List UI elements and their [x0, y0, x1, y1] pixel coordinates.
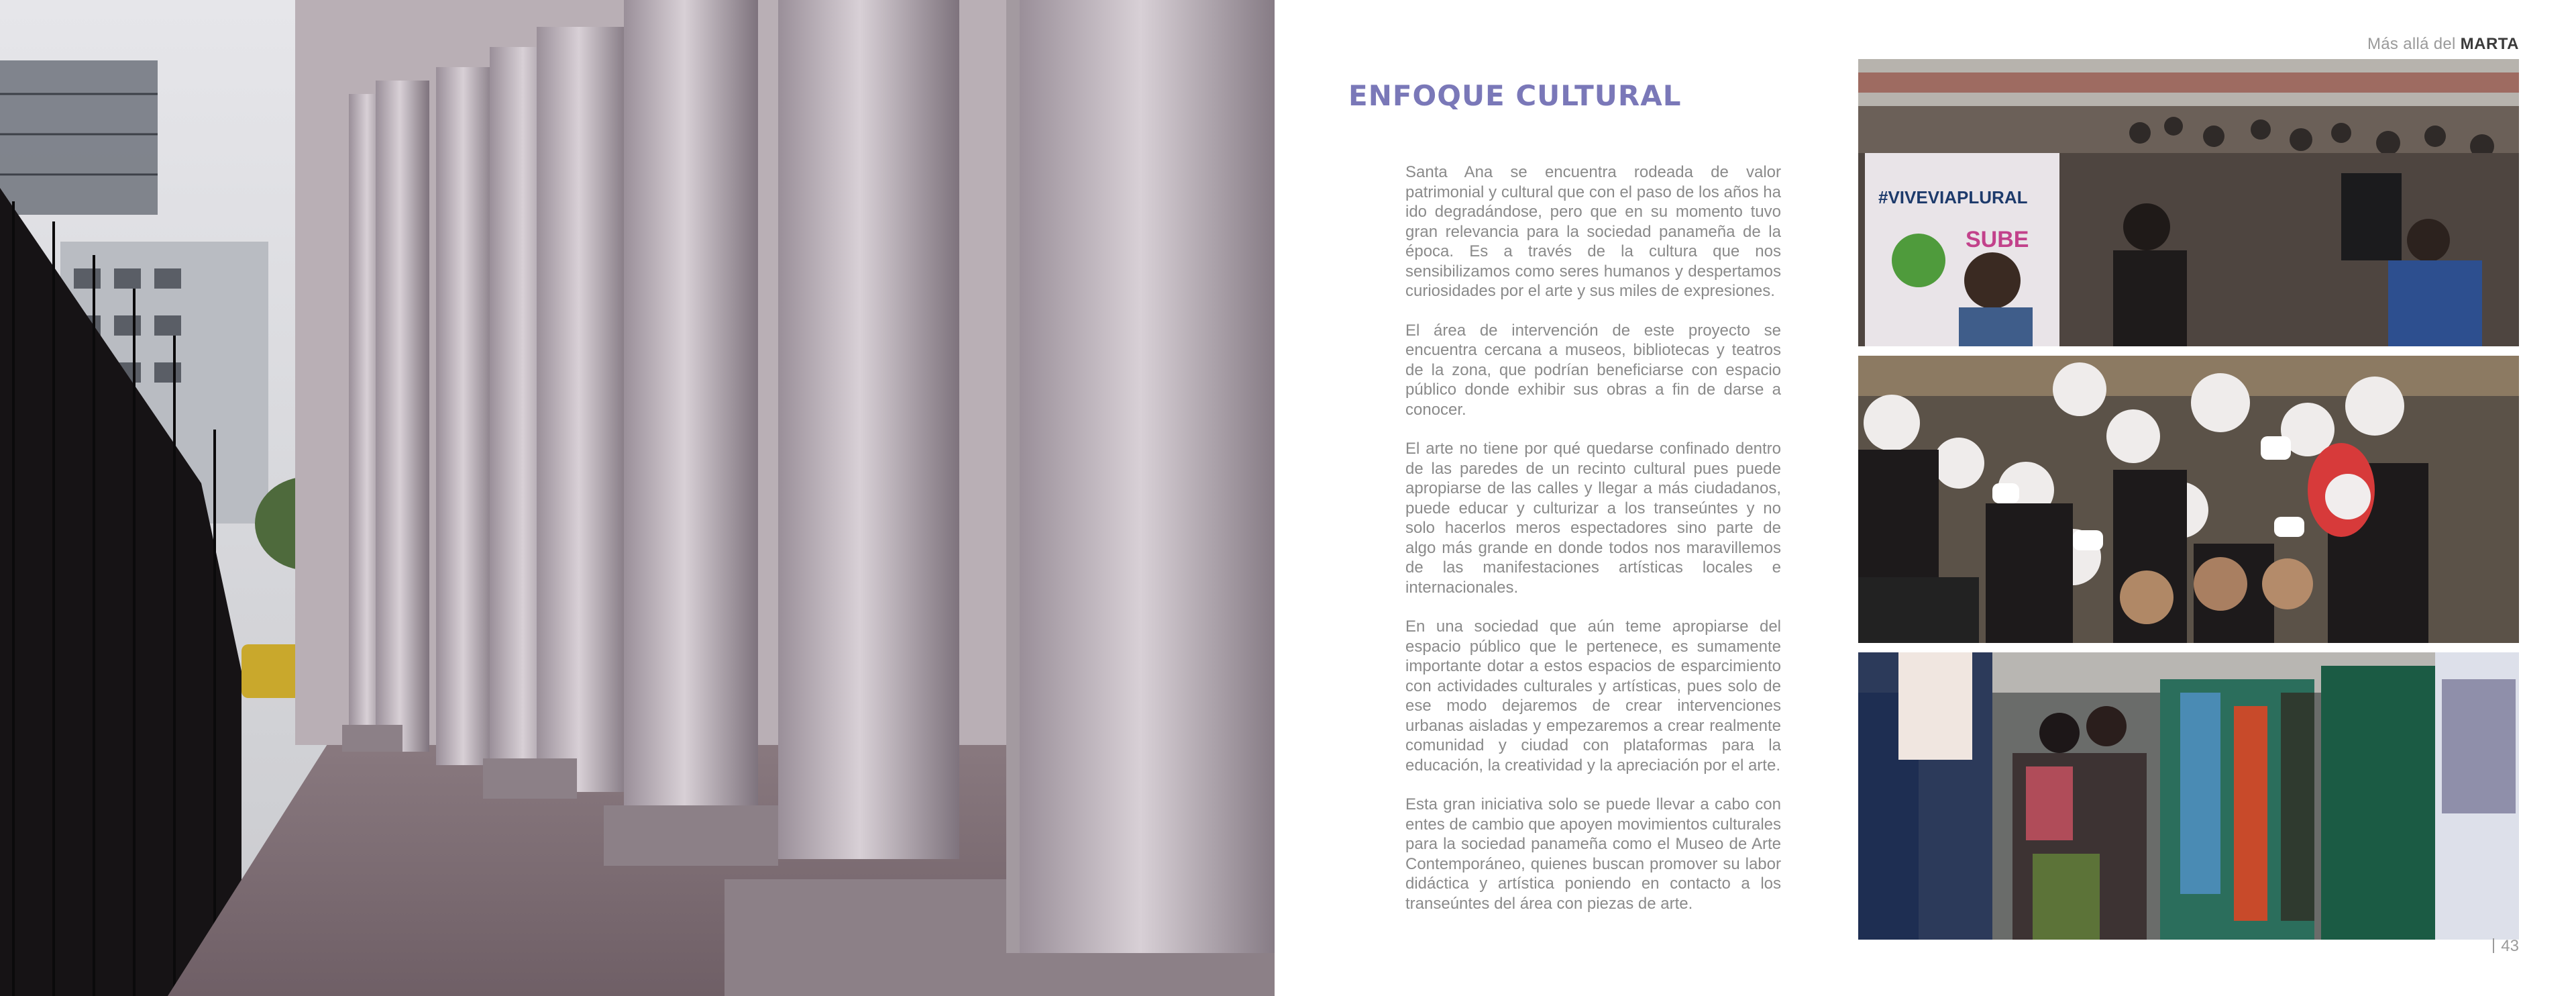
section-title: ENFOQUE CULTURAL [1348, 79, 1682, 112]
paragraph: El arte no tiene por qué quedarse confinado dentro de las paredes de un recinto cultural pues puede apropiarse de las calles y llegar a más ciudadanos, puede educar y culturizar a los transeúntes y no solo hacerlos meros espectadores sino parte de algo más grande en donde todos nos maravillemos de las manifestaciones artísticas locales e internacionales. [1405, 440, 1781, 597]
mimes-photo [1858, 356, 2519, 643]
page-number-divider [2493, 938, 2494, 953]
header-strong: MARTA [2460, 35, 2519, 53]
painters-photo [1858, 652, 2519, 940]
page-number [2493, 937, 2519, 956]
header-prefix: Más allá del [2367, 35, 2461, 53]
paragraph: Santa Ana se encuentra rodeada de valor patrimonial y cultural que con el paso de los años ha ido degradándose, pero que en su momento tuvo gran relevancia para la sociedad panameña de la época. Es a través de la cultura que nos sensibilizamos como seres humanos y despertamos curiosidades por el arte y sus miles de expresiones. [1405, 163, 1781, 300]
paragraph: Esta gran iniciativa solo se puede llevar a cabo con entes de cambio que apoyen movimientos culturales para la sociedad panameña como el Museo de Arte Contemporáneo, quienes buscan promover su labor didáctica y artística poniendo en contacto a los transeúntes del área con piezas de arte. [1405, 795, 1781, 913]
sign-word: SUBE [1966, 227, 2029, 252]
running-header [2367, 35, 2519, 54]
body-text [1405, 162, 1781, 933]
photo-column [1858, 59, 2519, 949]
paragraph: El área de intervención de este proyecto se encuentra cercana a museos, bibliotecas y teatros de la zona, que podrían beneficiarse con espacio público donde exhibir sus obras a fin de darse a conocer. [1405, 321, 1781, 419]
street-crowd-photo [1858, 59, 2519, 346]
paragraph: En una sociedad que aún teme apropiarse del espacio público que le pertenece, es sumamente importante dotar a estos espacios de esparcimiento con actividades culturales y artísticas, pues solo de ese modo dejaremos de crear intervenciones urbanas aisladas y empezaremos a crear realmente comunidad y ciudad con plataformas para la educación, la creatividad y la apreciación por el arte. [1405, 617, 1781, 775]
sign-hashtag: #VIVEVIAPLURAL [1878, 187, 2028, 207]
page-number-value: 43 [2501, 937, 2519, 955]
right-page [1288, 0, 2576, 996]
